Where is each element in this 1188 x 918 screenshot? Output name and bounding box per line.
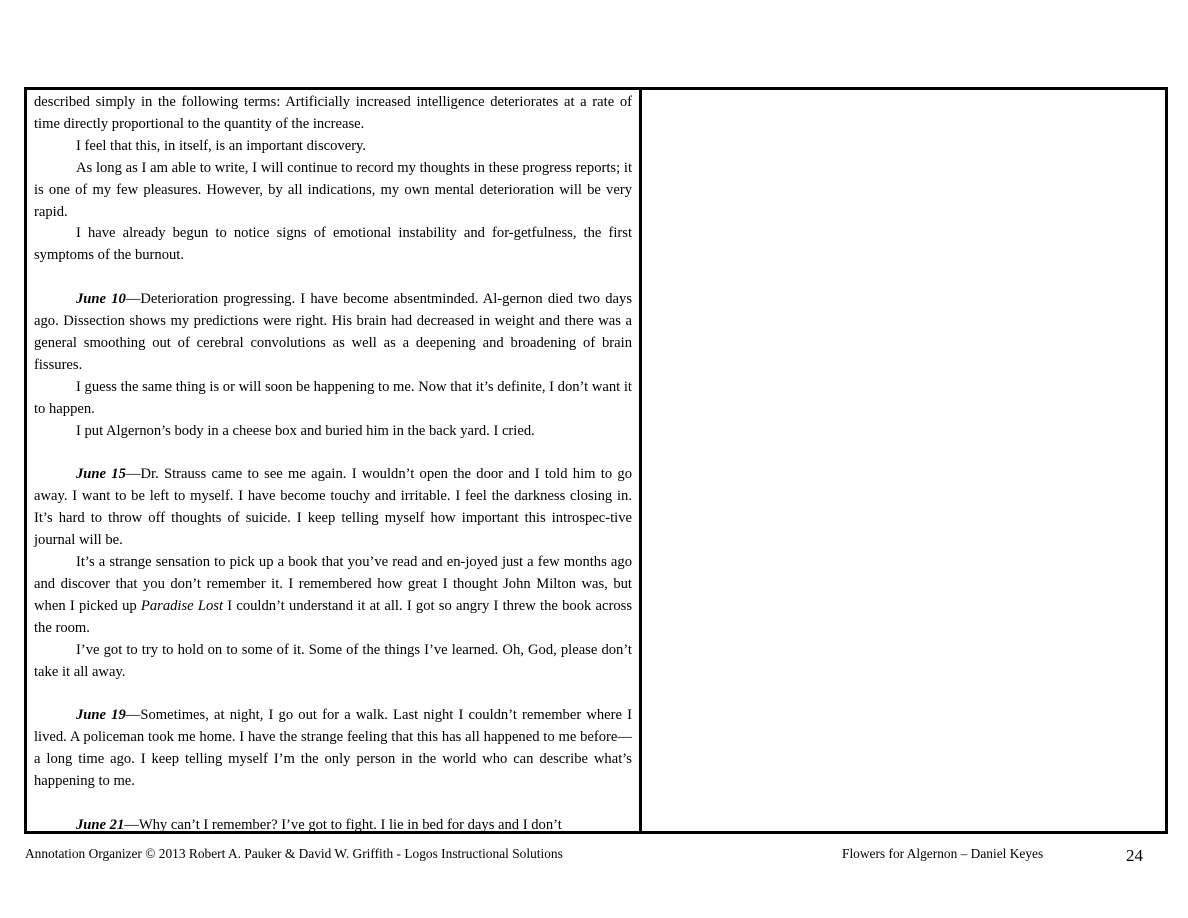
paragraph: I’ve got to try to hold on to some of it. Some of the things I’ve learned. Oh, God, please don’t take it all away. xyxy=(34,641,632,680)
footer-book-title: Flowers for Algernon – Daniel Keyes xyxy=(842,846,1044,861)
journal-entry-june-10 xyxy=(34,289,632,377)
story-text-column xyxy=(27,90,642,831)
spacer xyxy=(34,442,632,464)
paragraph: As long as I am able to write, I will continue to record my thoughts in these progress reports; it is one of my few pleasures. However, by all indications, my own mental deterioration will be very rapid. xyxy=(34,159,632,220)
paragraph: I have already begun to notice signs of emotional instability and for-getfulness, the first symptoms of the burnout. xyxy=(34,225,632,264)
entry-date: June 21 xyxy=(76,816,125,831)
spacer xyxy=(34,793,632,815)
entry-date: June 10 xyxy=(76,291,126,308)
annotation-frame xyxy=(24,87,1168,834)
book-title: Paradise Lost xyxy=(140,597,224,614)
journal-entry-june-21 xyxy=(34,815,632,831)
spacer xyxy=(34,683,632,705)
paragraph xyxy=(34,552,632,640)
page-number: 24 xyxy=(1126,846,1143,865)
paragraph: I guess the same thing is or will soon be happening to me. Now that it’s definite, I don’t want it to happen. xyxy=(34,378,632,417)
paragraph: I put Algernon’s body in a cheese box and buried him in the back yard. I cried. xyxy=(76,422,535,439)
journal-entry-june-19 xyxy=(34,705,632,793)
entry-text: —Deterioration progressing. I have become absentminded. Al-gernon died two days ago. Dissection shows my predictions were right. His brain had decreased in weight and there was a general smoothing out of cerebral convolutions as well as a deepening and broadening of brain fissures. xyxy=(34,291,633,373)
spacer xyxy=(34,267,632,289)
text-segment: It’s a strange sensation to pick up a book that you’ve read and en-joyed just a few months ago and discover that you don’t remember it. I remembered how great I thought John Milton was, but when I picked up xyxy=(34,554,632,614)
footer-copyright: Annotation Organizer © 2013 Robert A. Pauker & David W. Griffith - Logos Instructional Solutions xyxy=(25,846,563,861)
paragraph: I feel that this, in itself, is an important discovery. xyxy=(76,137,367,154)
text-segment: I couldn’t understand it at all. I got so angry I threw the book across the room. xyxy=(34,597,633,636)
entry-date: June 19 xyxy=(76,707,126,724)
journal-entry-june-15 xyxy=(34,464,632,552)
entry-text: —Sometimes, at night, I go out for a walk. Last night I couldn’t remember where I lived. A policeman took me home. I have the strange feeling that this has all happened to me before—a long time ago. I keep telling myself I’m the only person in the world who can describe what’s happening to me. xyxy=(34,707,633,790)
annotation-notes-column xyxy=(642,90,1165,831)
entry-text: —Dr. Strauss came to see me again. I wouldn’t open the door and I told him to go away. I want to be left to myself. I have become touchy and irritable. I feel the darkness closing in. It’s hard to throw off thoughts of suicide. I keep telling myself how important this introspec-tive journal will be. xyxy=(34,466,632,549)
entry-date: June 15 xyxy=(76,466,126,483)
entry-text: —Why can’t I remember? I’ve got to fight. I lie in bed for days and I don’t xyxy=(124,816,562,831)
paragraph: described simply in the following terms: Artificially increased intelligence deteriorates at a rate of time directly proportional to the quantity of the increase. xyxy=(34,94,632,132)
